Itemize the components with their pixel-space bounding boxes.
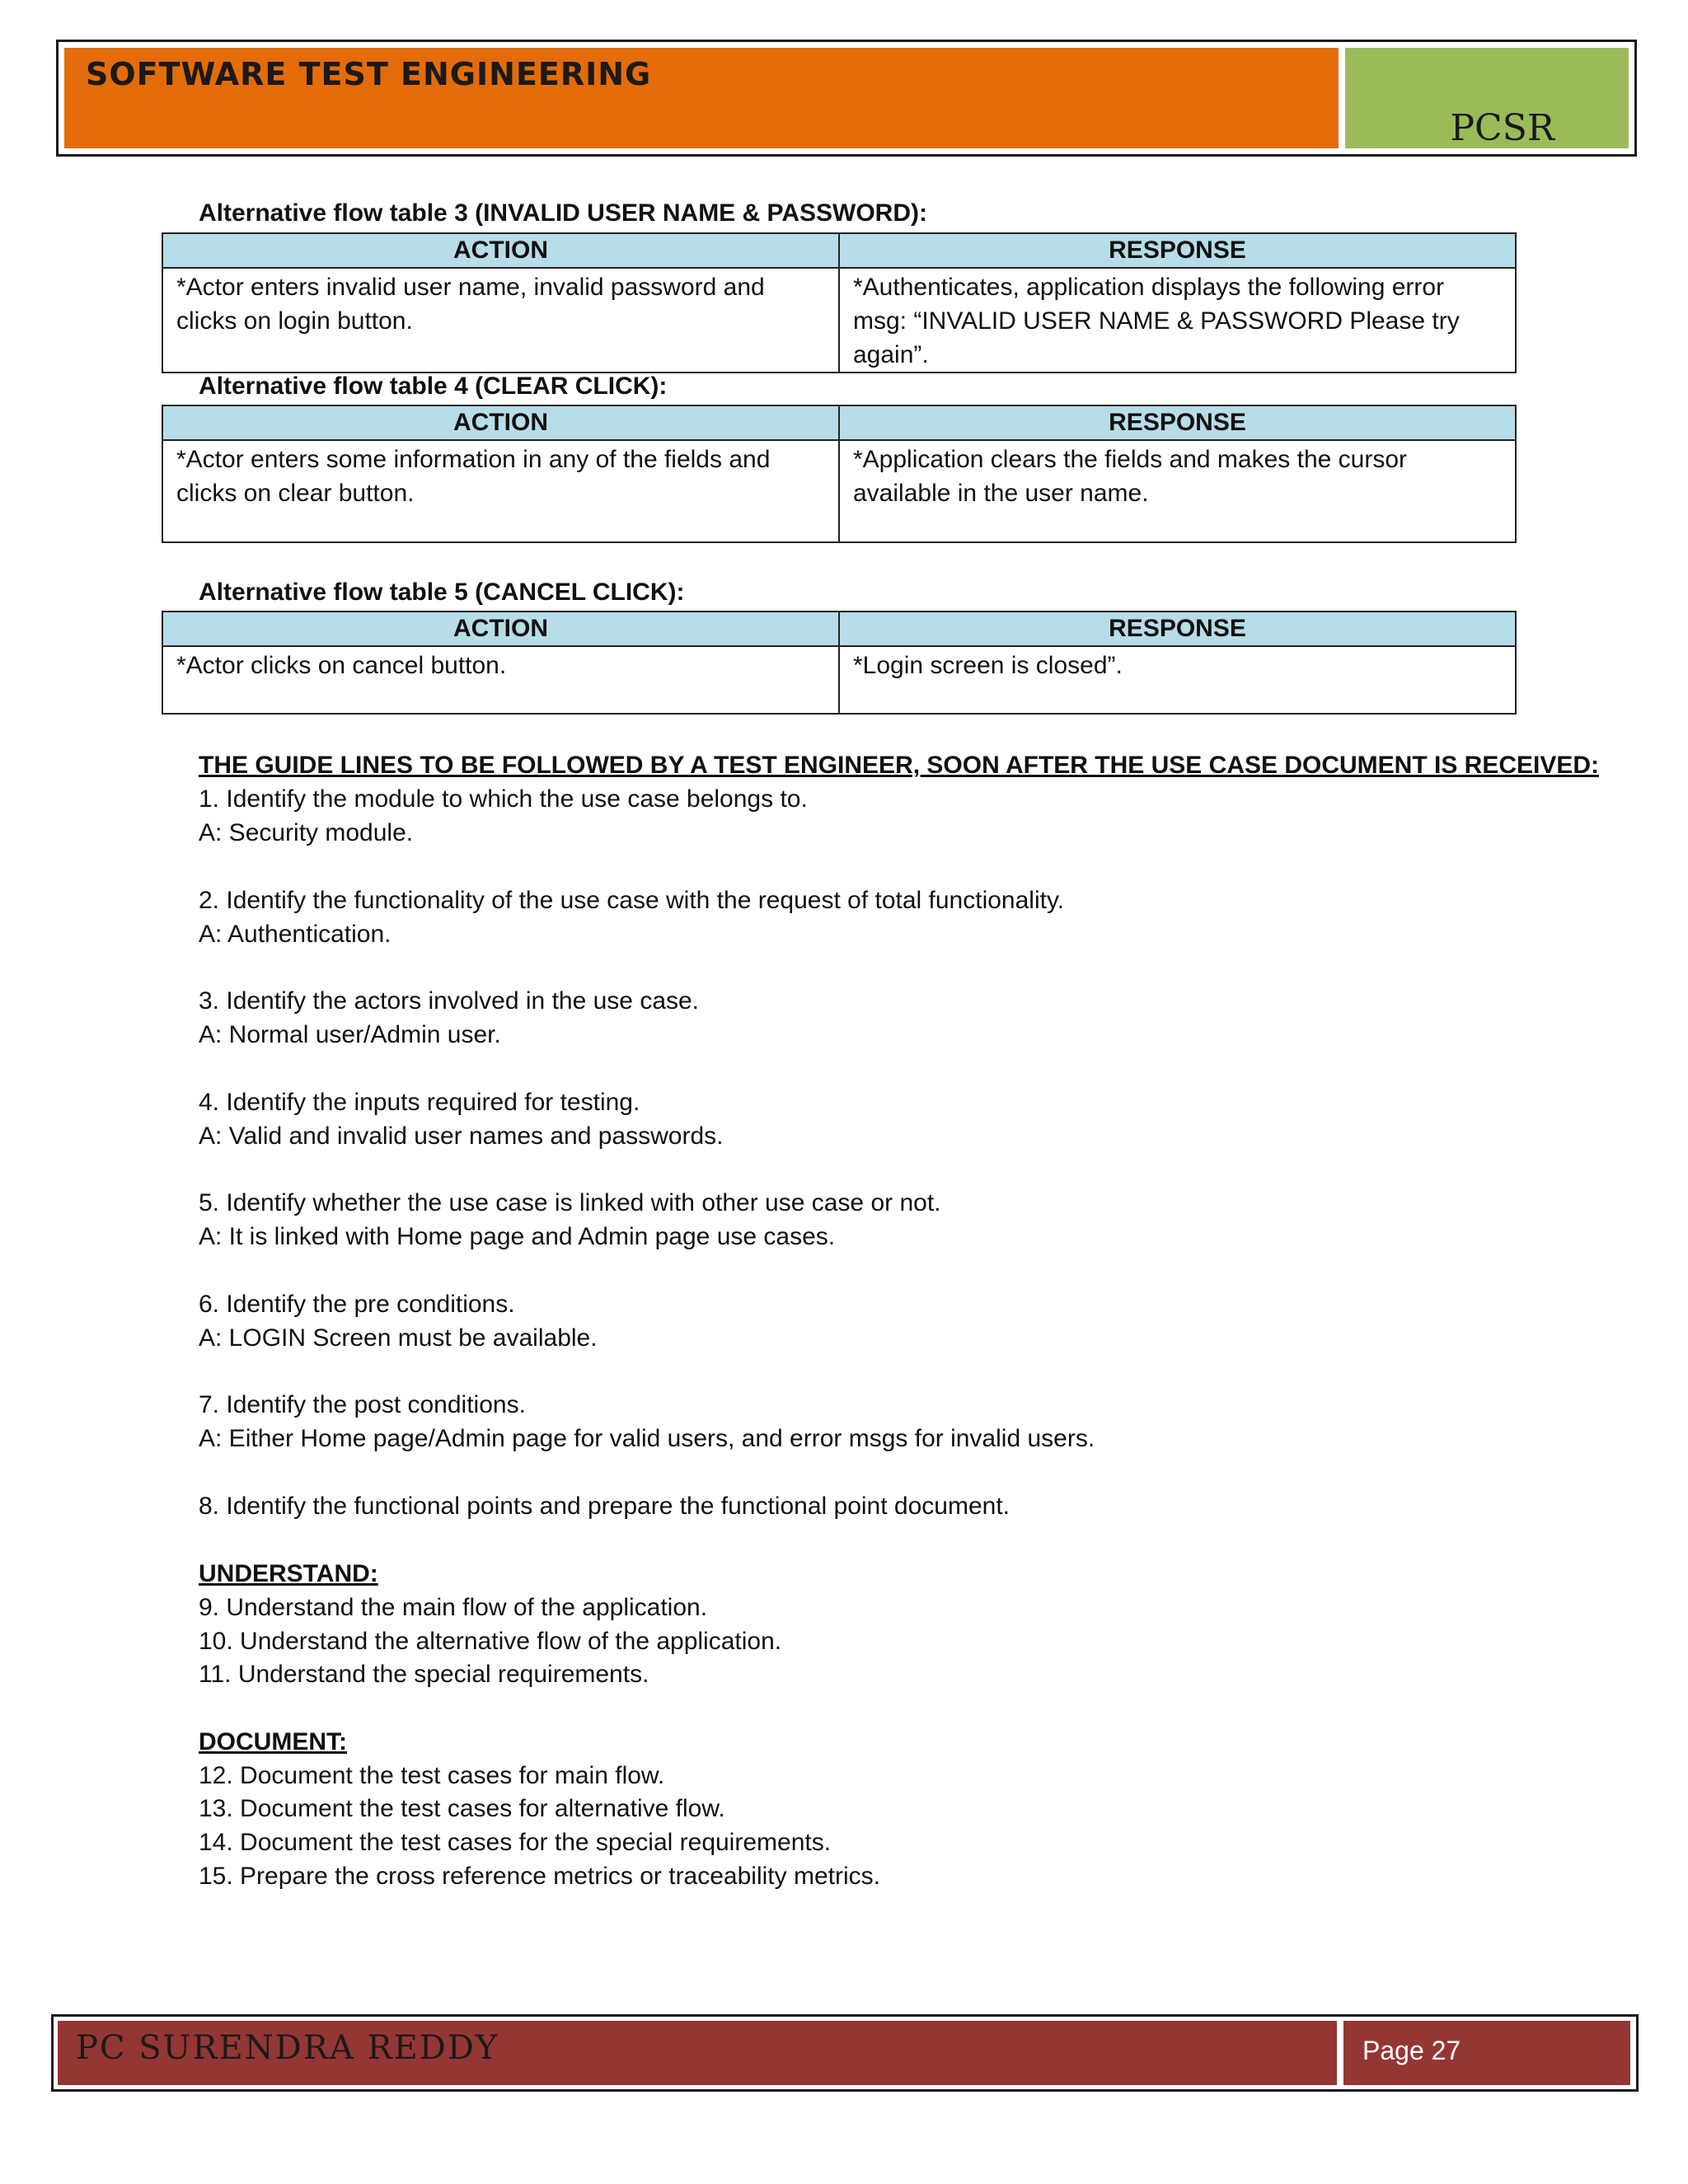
guideline-question: 7. Identify the post conditions.	[199, 1391, 526, 1418]
response-cell: *Application clears the fields and makes the cursor available in the user name.	[839, 440, 1516, 542]
action-header: ACTION	[162, 233, 839, 268]
understand-item: 10. Understand the alternative flow of the application.	[199, 1628, 782, 1655]
response-header: RESPONSE	[839, 233, 1516, 268]
guideline-answer: A: Authentication.	[199, 921, 392, 948]
guideline-question: 5. Identify whether the use case is linked with other use case or not.	[199, 1189, 941, 1216]
action-header: ACTION	[162, 612, 839, 646]
page-number: Page 27	[1362, 2036, 1461, 2065]
document-item: 15. Prepare the cross reference metrics or traceability metrics.	[199, 1863, 880, 1890]
guideline-answer: A: It is linked with Home page and Admin page use cases.	[199, 1223, 836, 1250]
understand-heading: UNDERSTAND:	[199, 1560, 378, 1587]
guideline-answer: A: Valid and invalid user names and passwords.	[199, 1122, 724, 1150]
guideline-question: 8. Identify the functional points and prepare the functional point document.	[199, 1493, 1010, 1520]
document-item: 13. Document the test cases for alternative flow.	[199, 1795, 725, 1822]
guideline-question: 1. Identify the module to which the use case belongs to.	[199, 785, 808, 813]
header-side-panel	[1345, 48, 1629, 148]
guidelines-heading: THE GUIDE LINES TO BE FOLLOWED BY A TEST ENGINEER, SOON AFTER THE USE CASE DOCUMENT IS RECEIVED:	[199, 752, 1600, 779]
alt-flow-table-4	[162, 405, 1517, 543]
document-heading: DOCUMENT:	[199, 1728, 347, 1755]
header-pcsr-label: PCSR	[1450, 107, 1554, 149]
guideline-question: 6. Identify the pre conditions.	[199, 1291, 515, 1318]
table-5-caption: Alternative flow table 5 (CANCEL CLICK):	[199, 579, 685, 606]
header-title: SOFTWARE TEST ENGINEERING	[86, 56, 652, 92]
table-3-caption: Alternative flow table 3 (INVALID USER NAME & PASSWORD):	[199, 199, 927, 227]
response-cell: *Login screen is closed”.	[839, 646, 1516, 714]
alt-flow-table-3	[162, 232, 1517, 373]
guideline-question: 2. Identify the functionality of the use case with the request of total functionality.	[199, 887, 1065, 914]
guideline-question: 3. Identify the actors involved in the use case.	[199, 987, 700, 1015]
action-header: ACTION	[162, 405, 839, 440]
guideline-answer: A: Either Home page/Admin page for valid users, and error msgs for invalid users.	[199, 1425, 1095, 1452]
alt-flow-table-5	[162, 611, 1517, 715]
footer-author-name: PC SURENDRA REDDY	[76, 2029, 499, 2067]
document-item: 12. Document the test cases for main flow.	[199, 1762, 665, 1789]
understand-item: 9. Understand the main flow of the application.	[199, 1594, 708, 1621]
understand-item: 11. Understand the special requirements.	[199, 1661, 649, 1688]
guideline-answer: A: Security module.	[199, 819, 414, 846]
guideline-answer: A: Normal user/Admin user.	[199, 1021, 501, 1048]
action-cell: *Actor enters some information in any of the fields and clicks on clear button.	[162, 440, 839, 542]
document-item: 14. Document the test cases for the special requirements.	[199, 1829, 832, 1856]
action-cell: *Actor clicks on cancel button.	[162, 646, 839, 714]
table-4-caption: Alternative flow table 4 (CLEAR CLICK):	[199, 373, 668, 400]
guideline-question: 4. Identify the inputs required for testing.	[199, 1089, 640, 1116]
response-header: RESPONSE	[839, 612, 1516, 646]
guideline-answer: A: LOGIN Screen must be available.	[199, 1324, 598, 1352]
action-cell: *Actor enters invalid user name, invalid password and clicks on login button.	[162, 268, 839, 373]
response-cell: *Authenticates, application displays the following error msg: “INVALID USER NAME & PASSWORD Please try again”.	[839, 268, 1516, 373]
response-header: RESPONSE	[839, 405, 1516, 440]
